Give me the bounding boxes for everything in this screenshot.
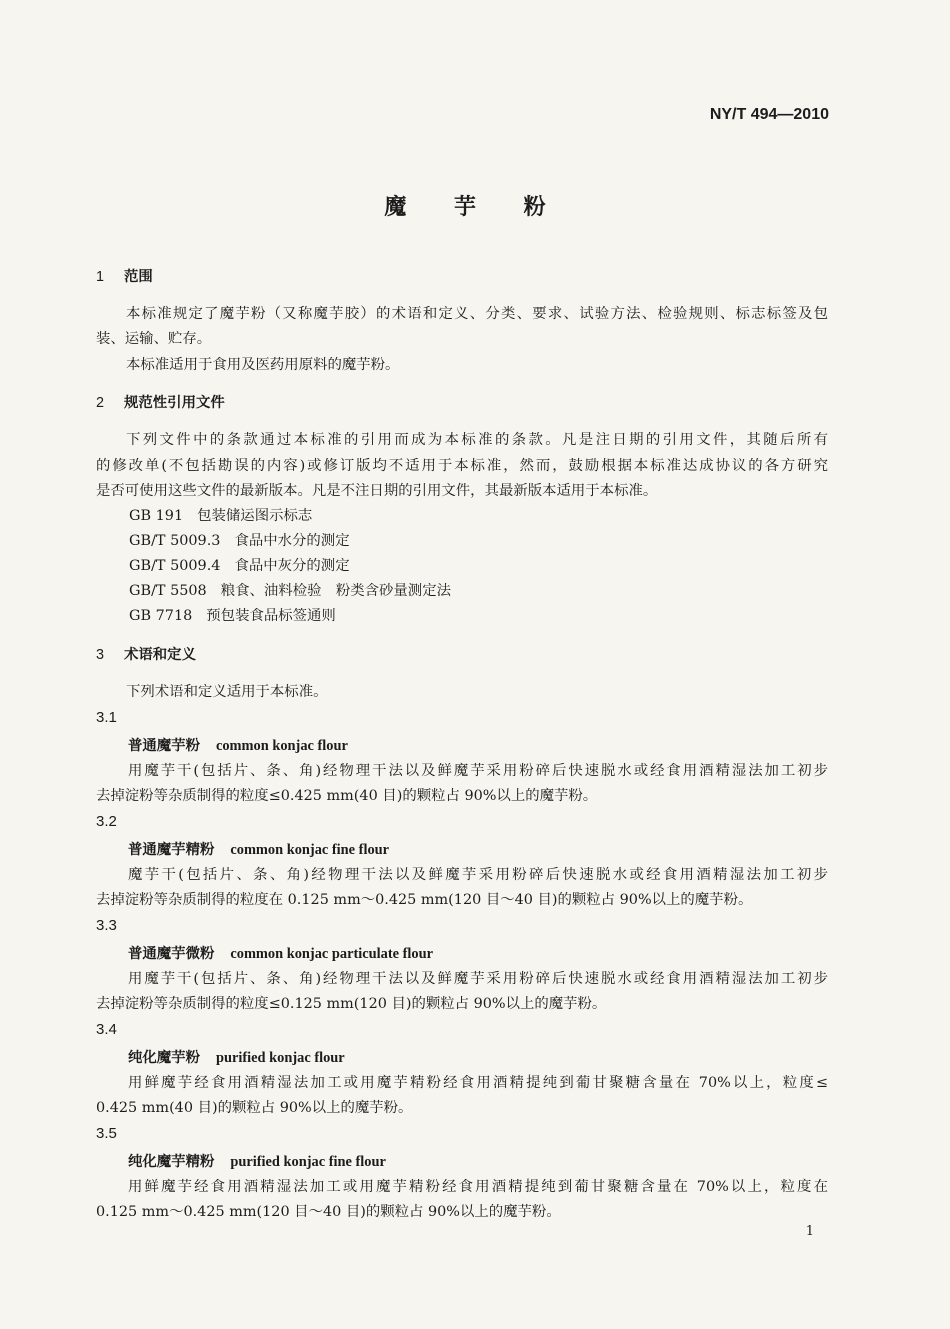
paragraph-line: 去掉淀粉等杂质制得的粒度≤0.125 mm(120 目)的颗粒占 90%以上的魔芋粉。 [96,996,607,1012]
term-number: 3.5 [96,1125,117,1142]
term-zh: 纯化魔芋精粉 [128,1154,215,1170]
paragraph-line: 下列文件中的条款通过本标准的引用而成为本标准的条款。凡是注日期的引用文件，其随后所有 [126,432,828,448]
reference-item [129,581,451,601]
standard-code: NY/T 494—2010 [709,106,829,123]
term-heading [128,944,433,964]
section-1-heading [96,267,153,287]
paragraph-line: 本标准适用于食用及医药用原料的魔芋粉。 [126,357,400,373]
reference-item [129,606,336,626]
paragraph-line: 用鲜魔芋经食用酒精湿法加工或用魔芋精粉经食用酒精提纯到葡甘聚糖含量在 70%以上，粒度在 [128,1179,828,1195]
term-en: purified konjac flour [215,1050,345,1066]
paragraph-line: 本标准规定了魔芋粉（又称魔芋胶）的术语和定义、分类、要求、试验方法、检验规则、标志标签及包 [126,306,828,322]
reference-code: GB 191 [129,508,184,524]
term-number: 3.4 [96,1021,117,1038]
reference-item [129,531,350,551]
paragraph-line: 0.125 mm～0.425 mm(120 目～40 目)的颗粒占 90%以上的魔芋粉。 [96,1204,561,1220]
reference-code: GB/T 5009.3 [129,533,221,549]
section-number: 1 [96,269,105,285]
term-number: 3.1 [96,709,117,726]
paragraph-line: 的修改单(不包括勘误的内容)或修订版均不适用于本标准，然而，鼓励根据本标准达成协议的各方研究 [96,458,828,474]
term-heading [128,1152,386,1172]
reference-code: GB 7718 [129,608,193,624]
term-heading [128,736,348,756]
term-zh: 普通魔芋精粉 [128,842,215,858]
term-en: common konjac particulate flour [230,946,434,962]
term-number: 3.2 [96,813,117,830]
paragraph-line: 用魔芋干(包括片、条、角)经物理干法以及鲜魔芋采用粉碎后快速脱水或经食用酒精湿法加工初步 [128,763,828,779]
paragraph-line: 魔芋干(包括片、条、角)经物理干法以及鲜魔芋采用粉碎后快速脱水或经食用酒精湿法加工初步 [128,867,828,883]
reference-title: 食品中水分的测定 [234,533,350,549]
section-title: 规范性引用文件 [124,395,225,411]
page-number: 1 [805,1224,814,1239]
paragraph-line: 0.425 mm(40 目)的颗粒占 90%以上的魔芋粉。 [96,1100,413,1116]
reference-title: 预包装食品标签通则 [206,608,336,624]
paragraph-line: 下列术语和定义适用于本标准。 [126,684,328,700]
term-en: common konjac flour [215,738,348,754]
term-number: 3.3 [96,917,117,934]
section-2-heading [96,393,225,413]
paragraph-line: 用鲜魔芋经食用酒精湿法加工或用魔芋精粉经食用酒精提纯到葡甘聚糖含量在 70%以上，粒度≤ [128,1075,828,1091]
reference-code: GB/T 5009.4 [129,558,221,574]
section-number: 3 [96,647,105,663]
term-zh: 纯化魔芋粉 [128,1050,200,1066]
reference-item [129,556,350,576]
paragraph-line: 是否可使用这些文件的最新版本。凡是不注日期的引用文件，其最新版本适用于本标准。 [96,483,658,499]
paragraph-line: 装、运输、贮存。 [96,331,212,347]
term-zh: 普通魔芋粉 [128,738,200,754]
reference-title: 食品中灰分的测定 [234,558,350,574]
document-title: 魔 芋 粉 [384,195,566,220]
section-3-heading [96,645,196,665]
section-title: 术语和定义 [124,647,196,663]
paragraph-line: 用魔芋干(包括片、条、角)经物理干法以及鲜魔芋采用粉碎后快速脱水或经食用酒精湿法加工初步 [128,971,828,987]
reference-title: 粮食、油料检验 粉类含砂量测定法 [220,583,451,599]
reference-code: GB/T 5508 [129,583,207,599]
paragraph-line: 去掉淀粉等杂质制得的粒度在 0.125 mm～0.425 mm(120 目～40 目)的颗粒占 90%以上的魔芋粉。 [96,892,753,908]
term-heading [128,840,389,860]
term-zh: 普通魔芋微粉 [128,946,215,962]
section-title: 范围 [124,269,153,285]
term-en: common konjac fine flour [230,842,390,858]
section-number: 2 [96,395,105,411]
reference-title: 包装储运图示标志 [197,508,313,524]
reference-item [129,506,312,526]
paragraph-line: 去掉淀粉等杂质制得的粒度≤0.425 mm(40 目)的颗粒占 90%以上的魔芋粉。 [96,788,598,804]
term-en: purified konjac fine flour [230,1154,386,1170]
term-heading [128,1048,345,1068]
